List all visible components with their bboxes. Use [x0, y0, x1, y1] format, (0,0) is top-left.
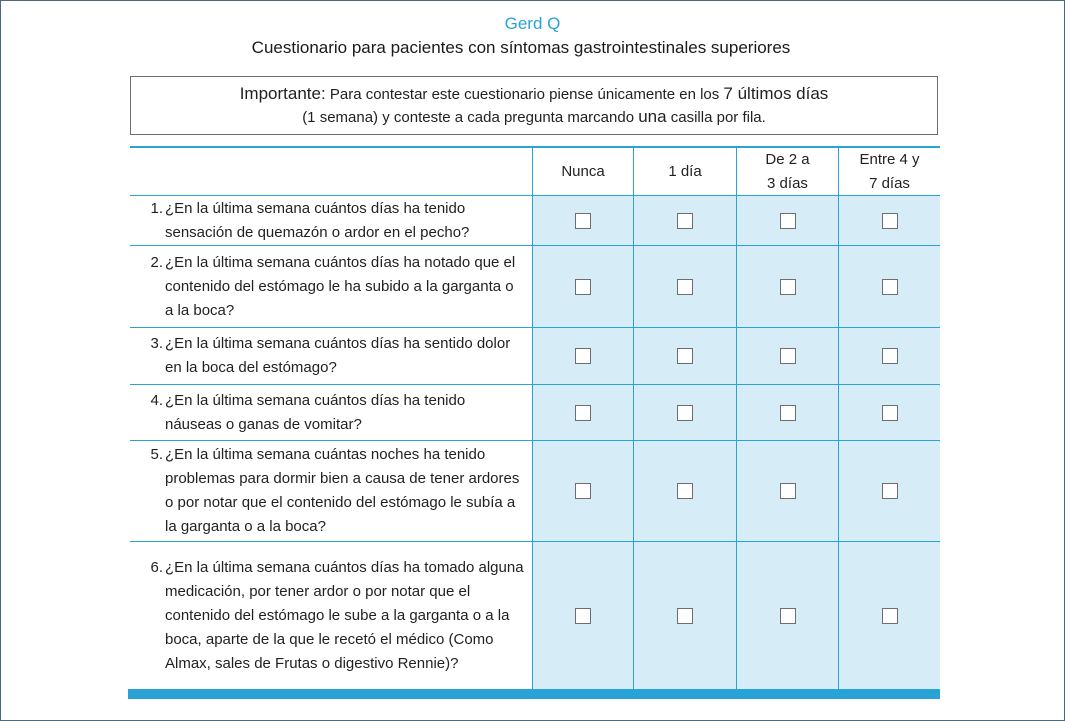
answer-checkbox-q6-col3[interactable]	[780, 608, 796, 624]
answer-checkbox-q6-col1[interactable]	[575, 608, 591, 624]
answer-checkbox-q3-col3[interactable]	[780, 348, 796, 364]
answer-checkbox-q4-col4[interactable]	[882, 405, 898, 421]
column-header-line: Nunca	[561, 162, 605, 180]
notice-text-1: Para contestar este cuestionario piense únicamente en los	[325, 86, 724, 103]
question-text: ¿En la última semana cuántos días ha notado que el contenido del estómago le ha subido a la garganta o a la boca?	[165, 253, 516, 319]
column-header-line: 7 días	[869, 174, 910, 192]
answer-cell	[533, 385, 633, 440]
answer-cell	[839, 542, 940, 689]
question-row-1	[141, 196, 526, 245]
notice-label: Importante:	[239, 84, 326, 103]
answer-cell	[634, 328, 736, 384]
column-header	[839, 148, 940, 195]
answer-checkbox-q1-col2[interactable]	[677, 213, 693, 229]
answer-checkbox-q5-col1[interactable]	[575, 483, 591, 499]
column-header-line: De 2 a	[765, 150, 810, 168]
important-notice	[130, 76, 938, 135]
question-number: 1.	[150, 199, 163, 217]
answer-cell	[737, 328, 838, 384]
question-number: 2.	[150, 253, 163, 271]
question-row-3	[141, 328, 526, 384]
answer-cell	[839, 196, 940, 245]
answer-checkbox-q6-col2[interactable]	[677, 608, 693, 624]
answer-checkbox-q1-col4[interactable]	[882, 213, 898, 229]
answer-cell	[839, 246, 940, 327]
answer-checkbox-q2-col4[interactable]	[882, 279, 898, 295]
question-number: 6.	[150, 558, 163, 576]
answer-cell	[737, 246, 838, 327]
answer-checkbox-q2-col2[interactable]	[677, 279, 693, 295]
answer-cell	[839, 385, 940, 440]
notice-text-3: casilla por fila.	[666, 109, 766, 126]
answer-cell	[533, 441, 633, 541]
answer-checkbox-q1-col3[interactable]	[780, 213, 796, 229]
answer-cell	[634, 246, 736, 327]
questionnaire-subtitle: Cuestionario para pacientes con síntomas gastrointestinales superiores	[251, 38, 791, 57]
column-header-line: 3 días	[767, 174, 808, 192]
answer-checkbox-q5-col4[interactable]	[882, 483, 898, 499]
notice-text-2: (1 semana) y conteste a cada pregunta marcando	[302, 109, 639, 126]
question-number: 4.	[150, 391, 163, 409]
answer-cell	[533, 542, 633, 689]
answer-cell	[737, 441, 838, 541]
answer-checkbox-q2-col1[interactable]	[575, 279, 591, 295]
question-text: ¿En la última semana cuántas noches ha tenido problemas para dormir bien a causa de tener ardores o por notar que el contenido del estómago le subía a la garganta o a la boca?	[165, 446, 520, 535]
answer-checkbox-q4-col3[interactable]	[780, 405, 796, 421]
answer-cell	[634, 196, 736, 245]
column-header	[634, 148, 736, 195]
answer-checkbox-q3-col1[interactable]	[575, 348, 591, 364]
answer-cell	[533, 196, 633, 245]
question-text: ¿En la última semana cuántos días ha sentido dolor en la boca del estómago?	[165, 335, 511, 376]
answer-cell	[634, 385, 736, 440]
column-header	[533, 148, 633, 195]
column-header-line: 1 día	[668, 162, 702, 180]
question-text: ¿En la última semana cuántos días ha tomado alguna medicación, por tener ardor o por notar que el contenido del estómago le sube a la garganta o a la boca, aparte de la que le recetó el médico (Como Almax, sales de Frutas o digestivo Rennie)?	[165, 558, 524, 672]
answer-checkbox-q2-col3[interactable]	[780, 279, 796, 295]
answer-checkbox-q5-col2[interactable]	[677, 483, 693, 499]
notice-emphasis-una: una	[638, 107, 667, 126]
question-text: ¿En la última semana cuántos días ha tenido sensación de quemazón o ardor en el pecho?	[165, 199, 470, 241]
answer-checkbox-q5-col3[interactable]	[780, 483, 796, 499]
answer-cell	[533, 246, 633, 327]
table-bottom-rule	[128, 689, 940, 699]
question-text: ¿En la última semana cuántos días ha tenido náuseas o ganas de vomitar?	[165, 391, 466, 433]
answer-checkbox-q3-col2[interactable]	[677, 348, 693, 364]
questionnaire-title: Gerd Q	[504, 14, 561, 33]
answer-checkbox-q4-col2[interactable]	[677, 405, 693, 421]
answer-checkbox-q3-col4[interactable]	[882, 348, 898, 364]
answer-cell	[737, 196, 838, 245]
column-header	[737, 148, 838, 195]
answer-cell	[839, 328, 940, 384]
column-header-line: Entre 4 y	[859, 150, 920, 168]
question-row-2	[141, 246, 526, 327]
question-row-4	[141, 385, 526, 440]
answer-checkbox-q1-col1[interactable]	[575, 213, 591, 229]
notice-emphasis-days: 7 últimos días	[723, 84, 829, 103]
answer-checkbox-q4-col1[interactable]	[575, 405, 591, 421]
answer-cell	[839, 441, 940, 541]
answer-cell	[634, 441, 736, 541]
question-row-6	[141, 542, 526, 689]
answer-cell	[737, 542, 838, 689]
answer-cell	[737, 385, 838, 440]
question-row-5	[141, 441, 526, 541]
question-number: 5.	[150, 446, 163, 463]
answer-cell	[533, 328, 633, 384]
answer-checkbox-q6-col4[interactable]	[882, 608, 898, 624]
answer-cell	[634, 542, 736, 689]
question-number: 3.	[150, 335, 163, 352]
